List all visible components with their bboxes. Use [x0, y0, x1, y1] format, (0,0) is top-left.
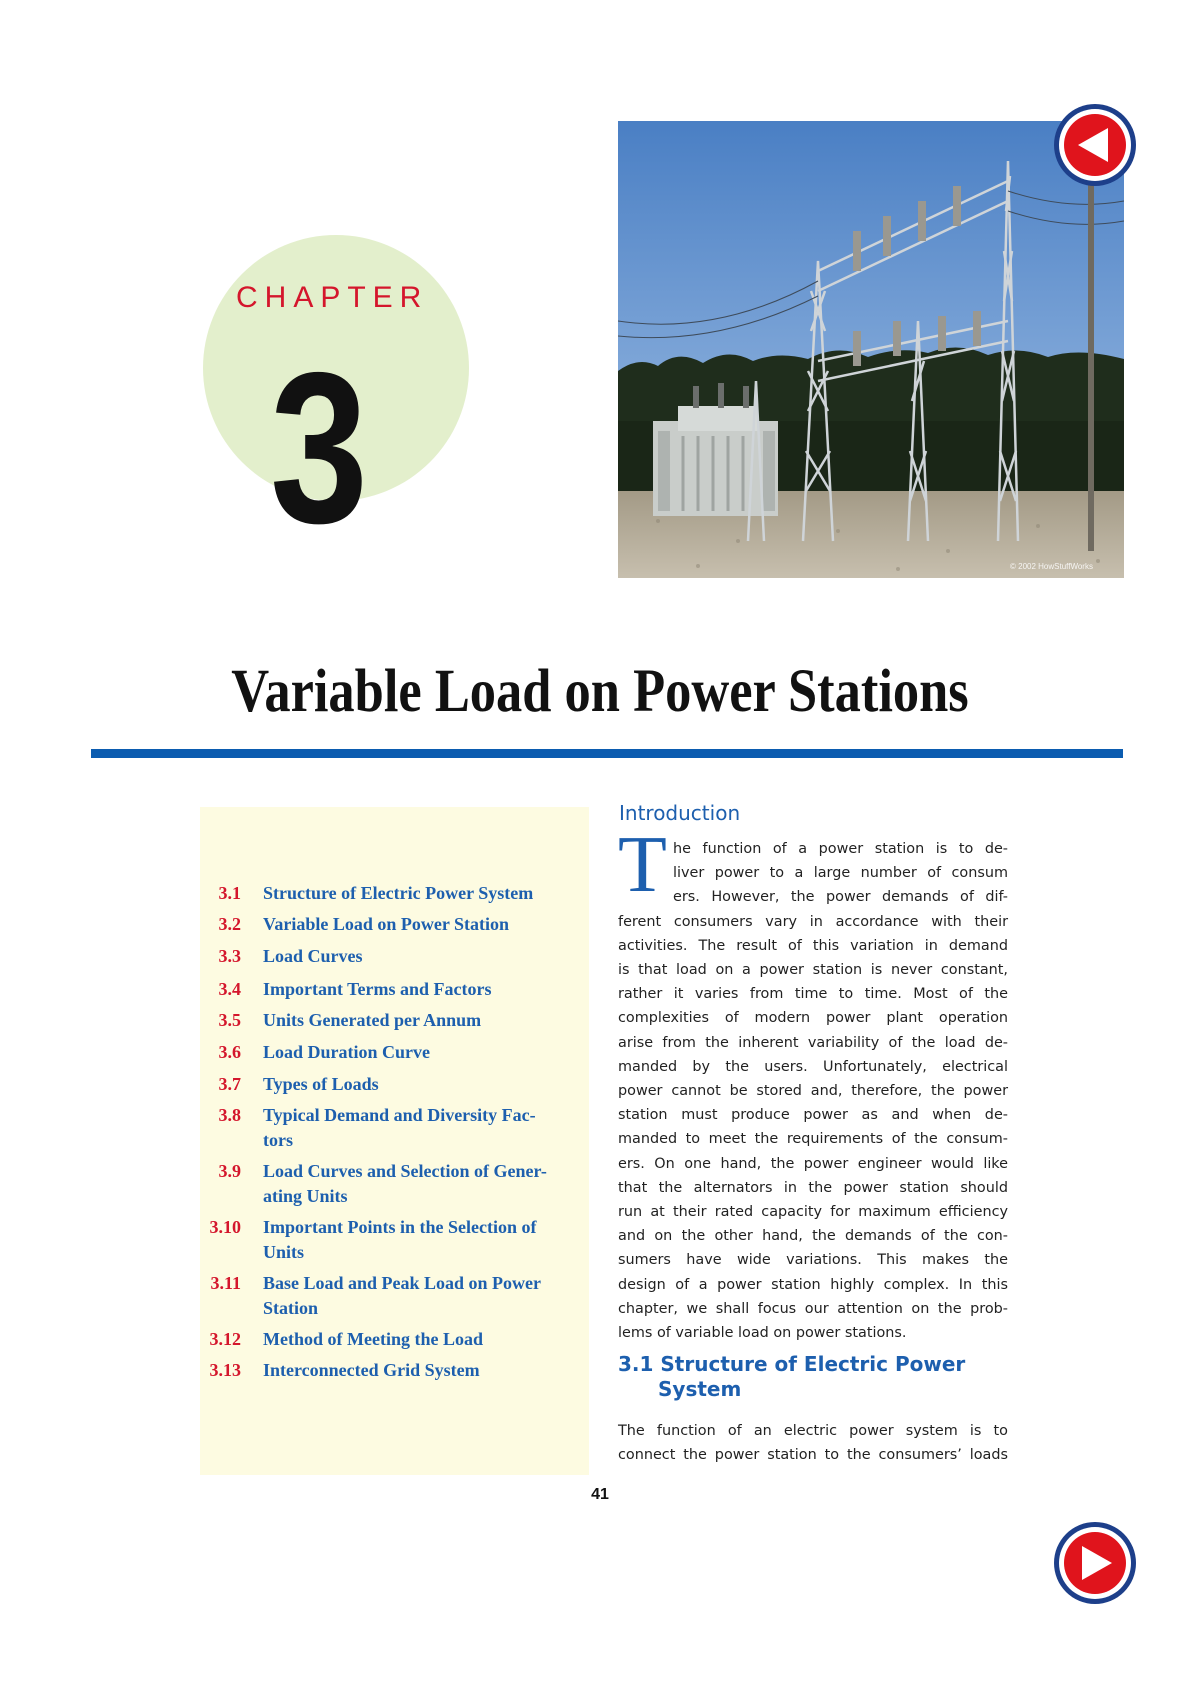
contents-item-number: 3.6	[218, 1042, 241, 1062]
body-line: power cannot be stored and, therefore, the power	[618, 1083, 1008, 1100]
contents-item-title: Base Load and Peak Load on Power	[263, 1273, 542, 1293]
contents-item-number: 3.2	[218, 914, 241, 934]
next-page-button[interactable]	[1052, 1520, 1138, 1606]
contents-item-title: Interconnected Grid System	[263, 1360, 480, 1380]
contents-item-title: Structure of Electric Power System	[263, 883, 534, 903]
contents-item-title: Method of Meeting the Load	[263, 1329, 483, 1349]
contents-item-title: Load Curves	[263, 946, 363, 966]
contents-item-title: Important Points in the Selection of	[263, 1217, 537, 1237]
contents-item-number: 3.12	[209, 1329, 241, 1349]
body-line: is that load on a power station is never constant,	[618, 962, 1008, 979]
contents-item-number: 3.13	[209, 1360, 241, 1380]
introduction-heading: Introduction	[619, 801, 741, 825]
contents-item-title: Units Generated per Annum	[263, 1010, 482, 1030]
previous-page-button[interactable]	[1052, 102, 1138, 188]
contents-item-number: 3.9	[218, 1161, 241, 1181]
contents-item-title-continued: ating Units	[263, 1186, 348, 1206]
section-title-continued: System	[658, 1377, 742, 1401]
introduction-body	[618, 837, 1008, 1345]
body-line: station must produce power as and when de-	[618, 1107, 1008, 1124]
contents-item-title-continued: Units	[263, 1242, 305, 1262]
body-line: connect the power station to the consumers’ loads	[618, 1447, 1008, 1464]
title-divider	[91, 749, 1123, 758]
contents-item-number: 3.11	[210, 1273, 241, 1293]
body-line: and on the other hand, the demands of the con-	[618, 1228, 1008, 1245]
contents-item-title: Load Duration Curve	[263, 1042, 431, 1062]
body-line: manded by the users. Unfortunately, electrical	[618, 1058, 1008, 1075]
chapter-label: CHAPTER	[236, 281, 429, 314]
body-line: design of a power station highly complex. In this	[618, 1276, 1008, 1293]
body-line: ers. On one hand, the power engineer would like	[618, 1155, 1008, 1172]
section-number: 3.1	[618, 1352, 654, 1376]
body-line: arise from the inherent variability of the load de-	[618, 1034, 1008, 1051]
contents-item-title: Types of Loads	[263, 1074, 379, 1094]
contents-item-title-continued: Station	[263, 1298, 319, 1318]
contents-item-title: Variable Load on Power Station	[263, 914, 510, 934]
contents-item-number: 3.7	[218, 1074, 241, 1094]
section-title: Structure of Electric Power	[660, 1352, 966, 1376]
section-heading	[618, 1352, 965, 1402]
contents-item-number: 3.1	[218, 883, 241, 903]
chapter-number: 3	[270, 327, 369, 568]
page-number: 41	[591, 1486, 609, 1503]
body-line: that the alternators in the power station should	[618, 1179, 1008, 1196]
contents-item-title-continued: tors	[263, 1130, 293, 1150]
body-line: lems of variable load on power stations.	[618, 1325, 907, 1342]
chapter-title: Variable Load on Power Stations	[231, 658, 969, 725]
body-line: chapter, we shall focus our attention on the prob-	[618, 1300, 1008, 1317]
contents-item-title: Load Curves and Selection of Gener-	[263, 1161, 547, 1181]
body-line: complexities of modern power plant operation	[618, 1010, 1008, 1027]
body-line: rather it varies from time to time. Most of the	[618, 986, 1008, 1003]
body-line: ers. However, the power demands of dif-	[673, 889, 1008, 906]
body-line: liver power to a large number of consum	[673, 865, 1008, 882]
chapter-contents	[200, 807, 589, 1475]
photo-credit: © 2002 HowStuffWorks	[1010, 562, 1093, 571]
contents-item-number: 3.4	[218, 979, 241, 999]
body-line: sumers have wide variations. This makes the	[618, 1252, 1008, 1269]
contents-item-number: 3.3	[218, 946, 241, 966]
contents-item-number: 3.5	[218, 1010, 241, 1030]
triangle-right-icon	[1052, 1520, 1138, 1606]
substation-photo	[618, 121, 1124, 578]
body-line: The function of an electric power system is to	[618, 1423, 1008, 1439]
body-line: run at their rated capacity for maximum efficiency	[618, 1204, 1008, 1221]
section-body	[618, 1419, 1008, 1467]
contents-item-title: Important Terms and Factors	[263, 979, 492, 999]
body-line: activities. The result of this variation in demand	[618, 937, 1008, 954]
contents-item-title: Typical Demand and Diversity Fac-	[263, 1105, 536, 1125]
contents-item-number: 3.8	[218, 1105, 241, 1125]
drop-cap: T	[618, 821, 667, 909]
triangle-left-icon	[1052, 102, 1138, 188]
body-line: manded to meet the requirements of the consum-	[618, 1131, 1008, 1148]
contents-item-number: 3.10	[209, 1217, 241, 1237]
body-line: he function of a power station is to de-	[673, 841, 1008, 857]
body-line: ferent consumers vary in accordance with their	[618, 913, 1008, 930]
